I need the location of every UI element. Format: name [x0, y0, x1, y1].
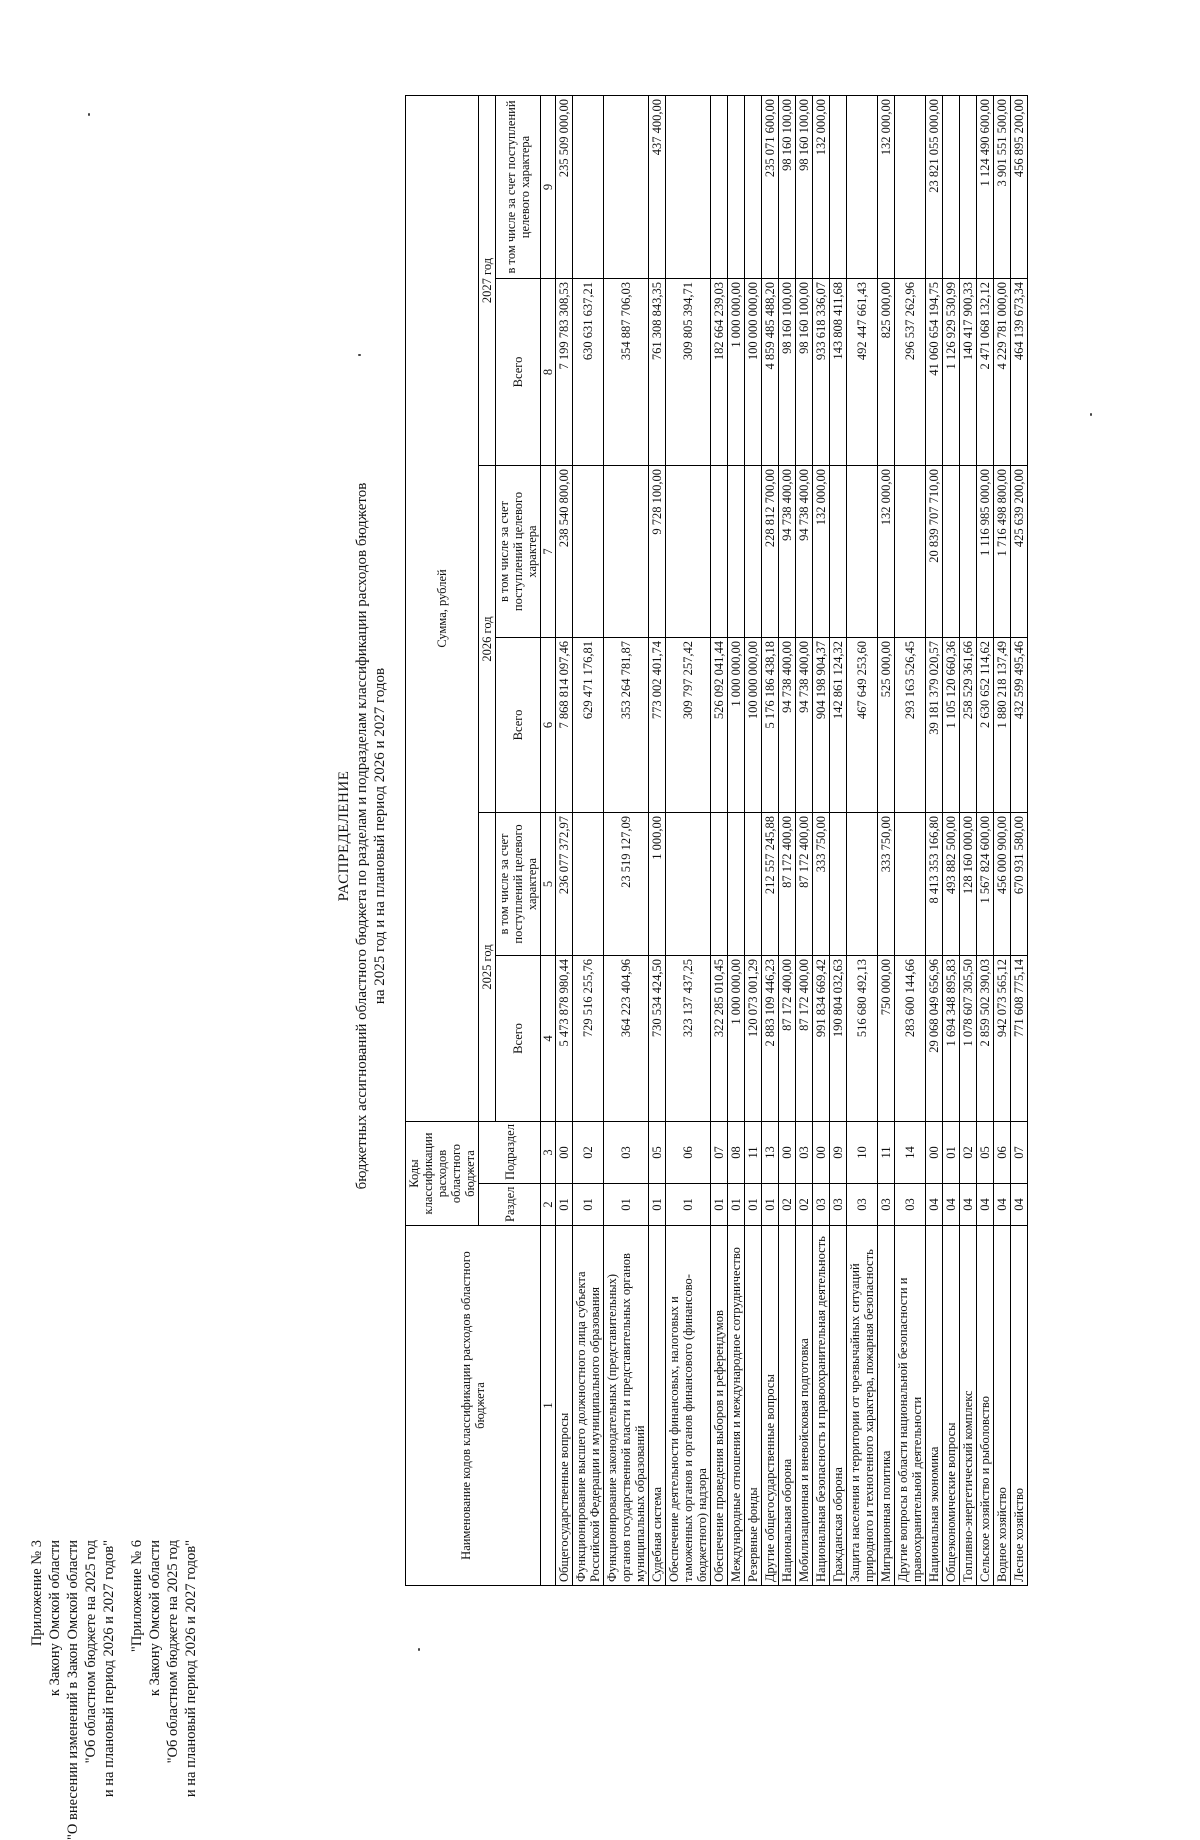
- row-section-code: 02: [779, 1184, 796, 1226]
- row-total-2025: 1 000 000,00: [728, 956, 745, 1122]
- appendix-old-header: [128, 1540, 200, 1797]
- row-subsection-code: 06: [994, 1122, 1011, 1184]
- column-number: 3: [541, 1122, 556, 1184]
- row-section-code: 03: [830, 1184, 847, 1226]
- row-targeted-2026: [666, 466, 711, 638]
- row-total-2027: 100 000 000,00: [745, 279, 762, 466]
- row-total-2025: 1 078 607 305,50: [960, 956, 977, 1122]
- row-targeted-2026: [960, 466, 977, 638]
- row-targeted-2027: 235 509 000,00: [556, 95, 573, 278]
- row-total-2027: 4 229 781 000,00: [994, 279, 1011, 466]
- row-total-2027: 354 887 706,03: [604, 279, 649, 466]
- row-targeted-2026: 228 812 700,00: [762, 466, 779, 638]
- row-name: Национальная экономика: [926, 1226, 943, 1586]
- row-total-2025: 2 883 109 446,23: [762, 956, 779, 1122]
- row-name: Лесное хозяйство: [1011, 1226, 1028, 1586]
- row-total-2026: 100 000 000,00: [745, 638, 762, 813]
- row-section-code: 01: [666, 1184, 711, 1226]
- row-targeted-2027: [711, 95, 728, 278]
- row-targeted-2026: [847, 466, 878, 638]
- header-subsection: Подраздел: [479, 1122, 541, 1184]
- row-subsection-code: 03: [796, 1122, 813, 1184]
- row-total-2027: 7 199 783 308,53: [556, 279, 573, 466]
- row-total-2026: 39 181 379 020,57: [926, 638, 943, 813]
- row-total-2026: 432 599 495,46: [1011, 638, 1028, 813]
- column-number: 5: [541, 813, 556, 956]
- column-number: 1: [541, 1226, 556, 1586]
- table-row: [573, 95, 604, 1585]
- row-subsection-code: 03: [604, 1122, 649, 1184]
- row-subsection-code: 13: [762, 1122, 779, 1184]
- row-total-2025: 29 068 049 656,96: [926, 956, 943, 1122]
- row-total-2026: 1 105 120 660,36: [943, 638, 960, 813]
- row-targeted-2026: 132 000,00: [878, 466, 895, 638]
- row-section-code: 01: [573, 1184, 604, 1226]
- table-row: [943, 95, 960, 1585]
- row-targeted-2027: [960, 95, 977, 278]
- row-total-2027: 4 859 485 488,20: [762, 279, 779, 466]
- table-row: [960, 95, 977, 1585]
- row-targeted-2025: [728, 813, 745, 956]
- row-section-code: 04: [977, 1184, 994, 1226]
- row-subsection-code: 11: [745, 1122, 762, 1184]
- column-number: 6: [541, 638, 556, 813]
- row-total-2025: 364 223 404,96: [604, 956, 649, 1122]
- appendix-line: "Об областном бюджете на 2025 год: [165, 1540, 181, 1764]
- row-total-2026: 526 092 041,44: [711, 638, 728, 813]
- row-total-2027: 1 126 929 530,99: [943, 279, 960, 466]
- header-total: Всего: [496, 638, 541, 813]
- table-row: [895, 95, 926, 1585]
- row-name: Водное хозяйство: [994, 1226, 1011, 1586]
- row-total-2026: 1 000 000,00: [728, 638, 745, 813]
- row-total-2027: 630 631 637,21: [573, 279, 604, 466]
- row-subsection-code: 00: [813, 1122, 830, 1184]
- header-section: Раздел: [479, 1184, 541, 1226]
- row-name: Защита населения и территории от чрезвычайных ситуаций природного и техногенного характера, пожарная безопасность: [847, 1226, 878, 1586]
- row-total-2026: 94 738 400,00: [779, 638, 796, 813]
- row-subsection-code: 02: [573, 1122, 604, 1184]
- row-targeted-2025: 1 567 824 600,00: [977, 813, 994, 956]
- row-targeted-2025: 87 172 400,00: [796, 813, 813, 956]
- table-row: [556, 95, 573, 1585]
- row-targeted-2027: [895, 95, 926, 278]
- row-targeted-2025: 1 000,00: [649, 813, 666, 956]
- table-row: [796, 95, 813, 1585]
- row-subsection-code: 08: [728, 1122, 745, 1184]
- table-row: [711, 95, 728, 1585]
- row-targeted-2027: 3 901 551 500,00: [994, 95, 1011, 278]
- row-total-2025: 750 000,00: [878, 956, 895, 1122]
- row-total-2027: 464 139 673,34: [1011, 279, 1028, 466]
- row-name: Общеэкономические вопросы: [943, 1226, 960, 1586]
- row-targeted-2025: [847, 813, 878, 956]
- row-section-code: 04: [994, 1184, 1011, 1226]
- row-name: Обеспечение деятельности финансовых, налоговых и таможенных органов и органов финансового (финансово-бюджетного) надзора: [666, 1226, 711, 1586]
- row-targeted-2026: [728, 466, 745, 638]
- row-name: Национальная безопасность и правоохранительная деятельность: [813, 1226, 830, 1586]
- row-subsection-code: 00: [926, 1122, 943, 1184]
- row-targeted-2027: [666, 95, 711, 278]
- row-name: Функционирование высшего должностного лица субъекта Российской Федерации и муниципального образования: [573, 1226, 604, 1586]
- row-targeted-2027: 437 400,00: [649, 95, 666, 278]
- table-row: [926, 95, 943, 1585]
- row-targeted-2026: [711, 466, 728, 638]
- row-name: Функционирование законодательных (представительных) органов государственной власти и представительных органов муниципальных образований: [604, 1226, 649, 1586]
- table-row: [1011, 95, 1028, 1585]
- appendix-line: "Приложение № 6: [129, 1540, 145, 1653]
- row-section-code: 02: [796, 1184, 813, 1226]
- row-targeted-2026: 132 000,00: [813, 466, 830, 638]
- row-name: Судебная система: [649, 1226, 666, 1586]
- row-subsection-code: 07: [1011, 1122, 1028, 1184]
- row-total-2026: 142 861 124,32: [830, 638, 847, 813]
- row-targeted-2025: [895, 813, 926, 956]
- row-targeted-2026: 425 639 200,00: [1011, 466, 1028, 638]
- table-row: [878, 95, 895, 1585]
- row-total-2026: 7 868 814 097,46: [556, 638, 573, 813]
- row-total-2025: 729 516 255,76: [573, 956, 604, 1122]
- row-name: Общегосударственные вопросы: [556, 1226, 573, 1586]
- row-total-2027: 761 308 843,35: [649, 279, 666, 466]
- row-section-code: 04: [943, 1184, 960, 1226]
- appendix-line: и на плановый период 2026 и 2027 годов": [183, 1540, 199, 1798]
- header-year-2027: 2027 год: [479, 95, 496, 465]
- row-targeted-2025: 333 750,00: [813, 813, 830, 956]
- row-total-2026: 467 649 253,60: [847, 638, 878, 813]
- row-total-2026: 94 738 400,00: [796, 638, 813, 813]
- row-name: Другие общегосударственные вопросы: [762, 1226, 779, 1586]
- row-name: Топливно-энергетический комплекс: [960, 1226, 977, 1586]
- row-targeted-2026: 94 738 400,00: [779, 466, 796, 638]
- row-section-code: 03: [878, 1184, 895, 1226]
- table-row: [745, 95, 762, 1585]
- row-total-2026: 1 880 218 137,49: [994, 638, 1011, 813]
- table-row: [649, 95, 666, 1585]
- appendix-line: Приложение № 3: [29, 1540, 45, 1647]
- scan-speck: [418, 1648, 420, 1651]
- row-name: Другие вопросы в области национальной безопасности и правоохранительной деятельности: [895, 1226, 926, 1586]
- row-targeted-2027: [745, 95, 762, 278]
- row-total-2025: 323 137 437,25: [666, 956, 711, 1122]
- table-row: [762, 95, 779, 1585]
- row-targeted-2025: 23 519 127,09: [604, 813, 649, 956]
- row-total-2026: 258 529 361,66: [960, 638, 977, 813]
- row-targeted-2027: 98 160 100,00: [779, 95, 796, 278]
- row-total-2026: 904 198 904,37: [813, 638, 830, 813]
- row-name: Резервные фонды: [745, 1226, 762, 1586]
- row-subsection-code: 09: [830, 1122, 847, 1184]
- row-total-2027: 41 060 654 194,75: [926, 279, 943, 466]
- row-section-code: 03: [813, 1184, 830, 1226]
- row-targeted-2027: [847, 95, 878, 278]
- row-total-2026: 293 163 526,45: [895, 638, 926, 813]
- row-targeted-2027: 235 071 600,00: [762, 95, 779, 278]
- table-row: [728, 95, 745, 1585]
- row-targeted-2027: 1 124 490 600,00: [977, 95, 994, 278]
- row-name: Миграционная политика: [878, 1226, 895, 1586]
- column-number: 2: [541, 1184, 556, 1226]
- row-targeted-2027: 456 895 200,00: [1011, 95, 1028, 278]
- row-section-code: 03: [847, 1184, 878, 1226]
- table-row: [779, 95, 796, 1585]
- row-section-code: 01: [728, 1184, 745, 1226]
- row-total-2025: 730 534 424,50: [649, 956, 666, 1122]
- row-subsection-code: 10: [847, 1122, 878, 1184]
- row-subsection-code: 00: [556, 1122, 573, 1184]
- row-total-2025: 2 859 502 390,03: [977, 956, 994, 1122]
- row-targeted-2027: 132 000,00: [878, 95, 895, 278]
- row-name: Национальная оборона: [779, 1226, 796, 1586]
- row-targeted-2025: 456 000 900,00: [994, 813, 1011, 956]
- row-total-2025: 283 600 144,66: [895, 956, 926, 1122]
- appendix-line: "О внесении изменений в Закон Омской области: [65, 1540, 81, 1840]
- document-subtitle: на 2025 год и на плановый период 2026 и 2027 годов: [372, 667, 388, 1005]
- row-total-2026: 525 000,00: [878, 638, 895, 813]
- row-subsection-code: 05: [649, 1122, 666, 1184]
- row-total-2027: 182 664 239,03: [711, 279, 728, 466]
- row-total-2026: 309 797 257,42: [666, 638, 711, 813]
- table-row: [830, 95, 847, 1585]
- scan-speck: [358, 354, 361, 356]
- row-targeted-2026: 20 839 707 710,00: [926, 466, 943, 638]
- row-total-2027: 98 160 100,00: [796, 279, 813, 466]
- row-targeted-2026: [830, 466, 847, 638]
- row-section-code: 01: [745, 1184, 762, 1226]
- header-total: Всего: [496, 956, 541, 1122]
- row-subsection-code: 07: [711, 1122, 728, 1184]
- header-targeted: в том числе за счет поступлений целевого характера: [496, 466, 541, 638]
- row-subsection-code: 14: [895, 1122, 926, 1184]
- column-number: 9: [541, 95, 556, 278]
- row-targeted-2025: 128 160 000,00: [960, 813, 977, 956]
- row-section-code: 01: [711, 1184, 728, 1226]
- document-title: РАСПРЕДЕЛЕНИЕ: [336, 770, 352, 902]
- row-total-2027: 296 537 262,96: [895, 279, 926, 466]
- row-targeted-2027: [943, 95, 960, 278]
- header-amount: Сумма, рублей: [406, 95, 479, 1121]
- row-targeted-2026: 238 540 800,00: [556, 466, 573, 638]
- row-total-2025: 87 172 400,00: [796, 956, 813, 1122]
- row-total-2025: 516 680 492,13: [847, 956, 878, 1122]
- row-total-2027: 98 160 100,00: [779, 279, 796, 466]
- table-row: [666, 95, 711, 1585]
- row-targeted-2025: 670 931 580,00: [1011, 813, 1028, 956]
- row-total-2026: 629 471 176,81: [573, 638, 604, 813]
- column-number: 7: [541, 466, 556, 638]
- row-targeted-2025: 87 172 400,00: [779, 813, 796, 956]
- row-total-2027: 143 808 411,68: [830, 279, 847, 466]
- row-total-2027: 825 000,00: [878, 279, 895, 466]
- row-total-2026: 353 264 781,87: [604, 638, 649, 813]
- row-subsection-code: 06: [666, 1122, 711, 1184]
- row-targeted-2026: 9 728 100,00: [649, 466, 666, 638]
- row-targeted-2025: 8 413 353 166,80: [926, 813, 943, 956]
- row-section-code: 04: [1011, 1184, 1028, 1226]
- row-total-2026: 773 002 401,74: [649, 638, 666, 813]
- row-targeted-2025: [711, 813, 728, 956]
- row-total-2027: 1 000 000,00: [728, 279, 745, 466]
- row-total-2025: 5 473 878 980,44: [556, 956, 573, 1122]
- budget-table: [405, 95, 1028, 1586]
- appendix-line: к Закону Омской области: [47, 1540, 63, 1697]
- row-total-2025: 991 834 669,42: [813, 956, 830, 1122]
- row-section-code: 01: [649, 1184, 666, 1226]
- row-total-2025: 942 073 565,12: [994, 956, 1011, 1122]
- row-subsection-code: 11: [878, 1122, 895, 1184]
- row-targeted-2025: 333 750,00: [878, 813, 895, 956]
- row-total-2026: 2 630 652 114,62: [977, 638, 994, 813]
- budget-table-body: [556, 95, 1028, 1585]
- row-targeted-2026: 1 716 498 800,00: [994, 466, 1011, 638]
- row-subsection-code: 02: [960, 1122, 977, 1184]
- row-targeted-2026: 1 116 985 000,00: [977, 466, 994, 638]
- row-name: Мобилизационная и вневойсковая подготовка: [796, 1226, 813, 1586]
- header-codes: Коды классификации расходов областного бюджета: [406, 1122, 479, 1226]
- row-name: Обеспечение проведения выборов и референдумов: [711, 1226, 728, 1586]
- row-section-code: 04: [960, 1184, 977, 1226]
- column-number: 4: [541, 956, 556, 1122]
- row-section-code: 01: [556, 1184, 573, 1226]
- row-total-2025: 1 694 348 895,83: [943, 956, 960, 1122]
- row-targeted-2026: [573, 466, 604, 638]
- appendix-line: "Об областном бюджете на 2025 год: [83, 1540, 99, 1764]
- header-name: Наименование кодов классификации расходов областного бюджета: [406, 1226, 541, 1586]
- row-total-2027: 933 618 336,07: [813, 279, 830, 466]
- header-total: Всего: [496, 279, 541, 466]
- header-targeted: в том числе за счет поступлений целевого характера: [496, 95, 541, 278]
- row-total-2026: 5 176 186 438,18: [762, 638, 779, 813]
- row-targeted-2026: 94 738 400,00: [796, 466, 813, 638]
- row-total-2025: 771 608 775,14: [1011, 956, 1028, 1122]
- row-targeted-2027: 132 000,00: [813, 95, 830, 278]
- row-targeted-2026: [604, 466, 649, 638]
- row-targeted-2027: [830, 95, 847, 278]
- scan-speck: [88, 113, 90, 116]
- row-section-code: 03: [895, 1184, 926, 1226]
- row-targeted-2025: [830, 813, 847, 956]
- row-total-2025: 322 285 010,45: [711, 956, 728, 1122]
- scan-speck: [1090, 413, 1092, 416]
- row-targeted-2027: [604, 95, 649, 278]
- row-total-2027: 309 805 394,71: [666, 279, 711, 466]
- row-targeted-2025: 493 882 500,00: [943, 813, 960, 956]
- row-total-2025: 87 172 400,00: [779, 956, 796, 1122]
- row-targeted-2027: [573, 95, 604, 278]
- row-total-2025: 120 073 001,29: [745, 956, 762, 1122]
- row-subsection-code: 05: [977, 1122, 994, 1184]
- row-targeted-2025: [745, 813, 762, 956]
- row-targeted-2027: 23 821 055 000,00: [926, 95, 943, 278]
- row-total-2025: 190 804 032,63: [830, 956, 847, 1122]
- row-subsection-code: 00: [779, 1122, 796, 1184]
- header-targeted: в том числе за счет поступлений целевого характера: [496, 813, 541, 956]
- row-targeted-2026: [895, 466, 926, 638]
- row-name: Гражданская оборона: [830, 1226, 847, 1586]
- table-row: [604, 95, 649, 1585]
- column-number: 8: [541, 279, 556, 466]
- row-name: Международные отношения и международное сотрудничество: [728, 1226, 745, 1586]
- row-targeted-2027: 98 160 100,00: [796, 95, 813, 278]
- row-targeted-2025: [573, 813, 604, 956]
- row-name: Сельское хозяйство и рыболовство: [977, 1226, 994, 1586]
- row-section-code: 04: [926, 1184, 943, 1226]
- row-targeted-2026: [745, 466, 762, 638]
- row-targeted-2025: 236 077 372,97: [556, 813, 573, 956]
- header-year-2026: 2026 год: [479, 466, 496, 813]
- row-targeted-2026: [943, 466, 960, 638]
- document-heading: [335, 86, 389, 1586]
- row-section-code: 01: [604, 1184, 649, 1226]
- document-subtitle: бюджетных ассигнований областного бюджета по разделам и подразделам классификации расходов бюджетов: [354, 482, 370, 1190]
- appendix-new-header: [28, 1540, 118, 1840]
- row-total-2027: 140 417 900,33: [960, 279, 977, 466]
- appendix-line: и на плановый период 2026 и 2027 годов": [101, 1540, 117, 1798]
- row-targeted-2025: [666, 813, 711, 956]
- appendix-line: к Закону Омской области: [147, 1540, 163, 1697]
- table-row: [813, 95, 830, 1585]
- table-row: [994, 95, 1011, 1585]
- header-year-2025: 2025 год: [479, 813, 496, 1122]
- row-targeted-2025: 212 557 245,88: [762, 813, 779, 956]
- row-section-code: 01: [762, 1184, 779, 1226]
- row-total-2027: 2 471 068 132,12: [977, 279, 994, 466]
- row-total-2027: 492 447 661,43: [847, 279, 878, 466]
- row-targeted-2027: [728, 95, 745, 278]
- table-row: [847, 95, 878, 1585]
- table-row: [977, 95, 994, 1585]
- row-subsection-code: 01: [943, 1122, 960, 1184]
